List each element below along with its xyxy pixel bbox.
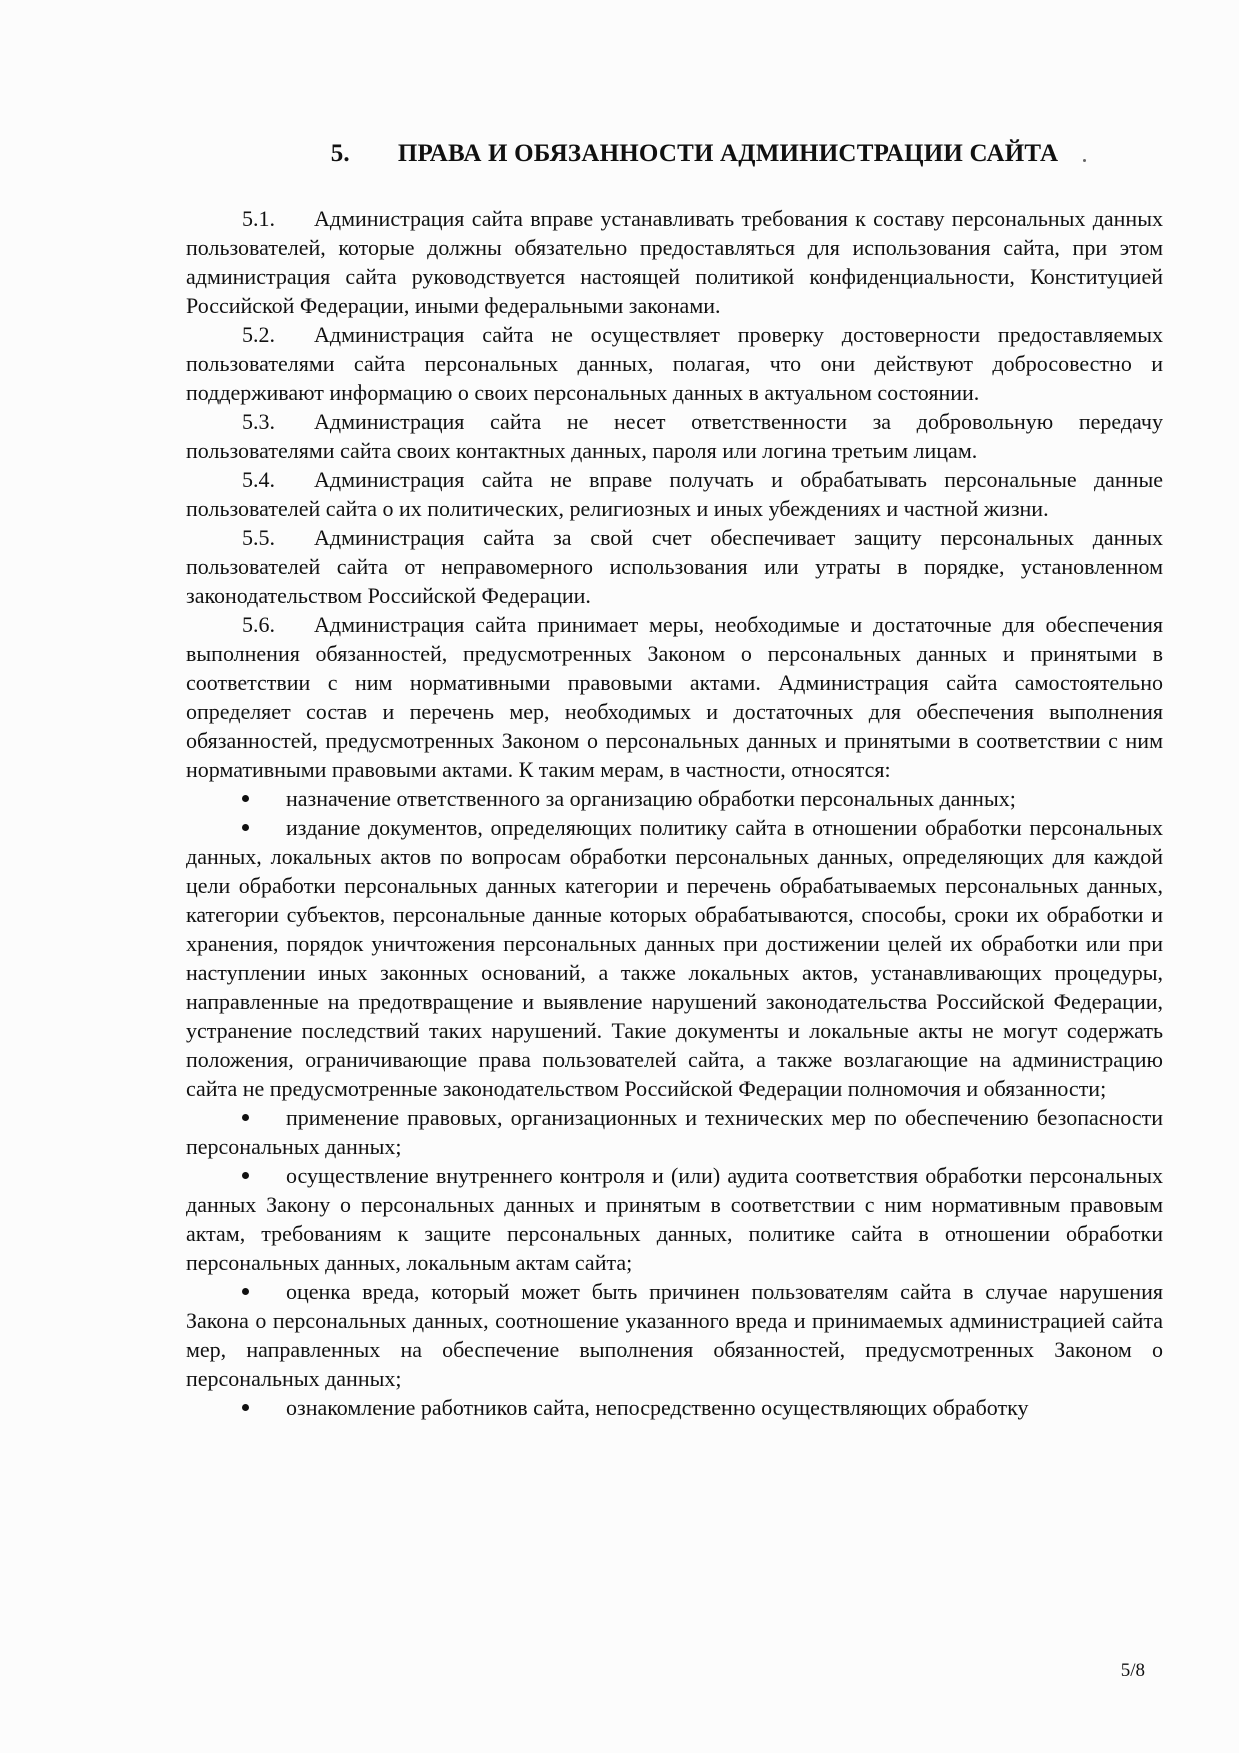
paragraph-text: Администрация сайта вправе устанавливать требования к составу персональных данных пользователей, которые должны обязательно предоставляться для использования сайта, при этом администрация сайта руководствуется настоящей политикой конфиденциальности, Конституцией Российской Федерации, иными федеральными законами. [186,206,1163,318]
bullet-icon [242,813,286,842]
bullet-item [186,1277,1163,1393]
paragraph-number: 5.4. [242,467,275,492]
bullet-text: ознакомление работников сайта, непосредственно осуществляющих обработку [286,1395,1029,1420]
paragraph-5-2 [186,320,1163,407]
paragraph-number: 5.3. [242,409,275,434]
bullet-item [186,813,1163,1103]
bullet-icon [242,1277,286,1306]
section-number: 5. [330,140,350,167]
bullet-text: применение правовых, организационных и технических мер по обеспечению безопасности персональных данных; [186,1105,1163,1159]
paragraph-text: Администрация сайта не осуществляет проверку достоверности предоставляемых пользователями сайта персональных данных, полагая, что они действуют добросовестно и поддерживают информацию о своих персональных данных в актуальном состоянии. [186,322,1163,405]
bullet-text: назначение ответственного за организацию обработки персональных данных; [286,786,1016,811]
bullet-icon [242,784,286,813]
paragraph-text: Администрация сайта за свой счет обеспечивает защиту персональных данных пользователей сайта от неправомерного использования или утраты в порядке, установленном законодательством Российской Федерации. [186,525,1163,608]
page-content [186,140,1163,1422]
bullet-item [186,1161,1163,1277]
page-number: 5/8 [1120,1660,1145,1681]
section-heading [186,140,1163,168]
section-title: ПРАВА И ОБЯЗАННОСТИ АДМИНИСТРАЦИИ САЙТА [397,140,1059,167]
paragraph-5-1 [186,204,1163,320]
bullet-text: оценка вреда, который может быть причинен пользователям сайта в случае нарушения Закона о персональных данных, соотношение указанного вреда и принимаемых администрацией сайта мер, направленных на обеспечение выполнения обязанностей, предусмотренных Законом о персональных данных; [186,1279,1163,1391]
paragraph-number: 5.1. [242,206,275,231]
bullet-icon [242,1393,286,1422]
bullet-item [186,1393,1163,1422]
paragraph-5-6 [186,610,1163,784]
bullet-icon [242,1103,286,1132]
paragraph-text: Администрация сайта принимает меры, необходимые и достаточные для обеспечения выполнения обязанностей, предусмотренных Законом о персональных данных и принятыми в соответствии с ним нормативными правовыми актами. Администрация сайта самостоятельно определяет состав и перечень мер, необходимых и достаточных для обеспечения выполнения обязанностей, предусмотренных Законом о персональных данных и принятыми в соответствии с ним нормативными правовыми актами. К таким мерам, в частности, относятся: [186,612,1163,782]
bullet-icon [242,1161,286,1190]
paragraph-number: 5.5. [242,525,275,550]
paragraph-text: Администрация сайта не несет ответственности за добровольную передачу пользователями сайта своих контактных данных, пароля или логина третьим лицам. [186,409,1163,463]
paragraph-number: 5.6. [242,612,275,637]
bullet-text: осуществление внутреннего контроля и (или) аудита соответствия обработки персональных данных Закону о персональных данных и принятым в соответствии с ним нормативным правовым актам, требованиям к защите персональных данных, политике сайта в отношении обработки персональных данных, локальным актам сайта; [186,1163,1163,1275]
paragraph-number: 5.2. [242,322,275,347]
paragraph-5-4 [186,465,1163,523]
paragraph-5-5 [186,523,1163,610]
bullet-item [186,784,1163,813]
bullet-text: издание документов, определяющих политику сайта в отношении обработки персональных данных, локальных актов по вопросам обработки персональных данных, определяющих для каждой цели обработки персональных данных категории и перечень обрабатываемых персональных данных, категории субъектов, персональные данные которых обрабатываются, способы, сроки их обработки и хранения, порядок уничтожения персональных данных при достижении целей их обработки или при наступлении иных законных оснований, а также локальных актов, устанавливающих процедуры, направленные на предотвращение и выявление нарушений законодательства Российской Федерации, устранение последствий таких нарушений. Такие документы и локальные акты не могут содержать положения, ограничивающие права пользователей сайта, а также возлагающие на администрацию сайта не предусмотренные законодательством Российской Федерации полномочия и обязанности; [186,815,1163,1101]
paragraph-5-3 [186,407,1163,465]
paragraph-text: Администрация сайта не вправе получать и обрабатывать персональные данные пользователей сайта о их политических, религиозных и иных убеждениях и частной жизни. [186,467,1163,521]
bullet-item [186,1103,1163,1161]
